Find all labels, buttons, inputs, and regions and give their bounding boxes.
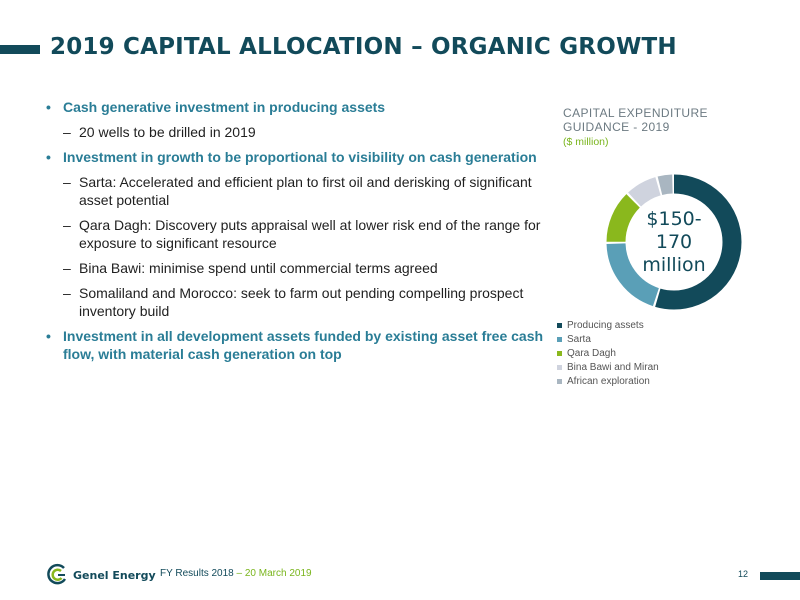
sub-bullet-dash: – (63, 285, 71, 301)
sub-bullet-item (46, 173, 556, 209)
chart-heading (563, 106, 763, 148)
chart-unit: ($ million) (563, 136, 609, 148)
bullet-item (46, 98, 556, 116)
sub-bullet-item (46, 259, 556, 277)
bullet-item (46, 327, 556, 363)
sub-bullet-text: Bina Bawi: minimise spend until commercial terms agreed (79, 260, 438, 276)
sub-bullet-item (46, 284, 556, 320)
legend-swatch (557, 365, 562, 370)
page-title: 2019 CAPITAL ALLOCATION – ORGANIC GROWTH (50, 34, 677, 60)
legend-item (557, 346, 659, 360)
footer-presentation: FY Results 2018 (160, 568, 234, 579)
legend-label: African exploration (567, 375, 650, 387)
legend-swatch (557, 379, 562, 384)
legend-item (557, 374, 659, 388)
chart-title-line-2: GUIDANCE - 2019 (563, 120, 670, 134)
footer-separator: – (233, 568, 245, 579)
bullet-text: Investment in growth to be proportional to visibility on cash generation (63, 149, 537, 165)
legend-label: Sarta (567, 333, 591, 345)
chart-legend (557, 318, 659, 388)
page-accent-bar (760, 572, 800, 580)
legend-label: Qara Dagh (567, 347, 616, 359)
sub-bullet-text: Qara Dagh: Discovery puts appraisal well at lower risk end of the range for exposure to significant resource (79, 217, 541, 251)
sub-bullet-dash: – (63, 217, 71, 233)
center-label-line-2: 170 (655, 231, 693, 253)
center-label-line-1: $150- (646, 208, 702, 230)
bullet-item (46, 148, 556, 166)
legend-swatch (557, 323, 562, 328)
bullet-dot: • (46, 99, 51, 115)
page-number: 12 (738, 569, 749, 579)
bullet-list (46, 98, 556, 370)
sub-bullet-dash: – (63, 124, 71, 140)
chart-title-line-1: CAPITAL EXPENDITURE (563, 106, 708, 120)
legend-label: Producing assets (567, 319, 644, 331)
legend-label: Bina Bawi and Miran (567, 361, 659, 373)
logo-text: Genel Energy (73, 568, 156, 582)
sub-bullet-dash: – (63, 260, 71, 276)
title-accent-bar (0, 45, 40, 54)
bullet-text: Investment in all development assets funded by existing asset free cash flow, with material cash generation on top (63, 328, 544, 362)
footer-date: 20 March 2019 (244, 568, 312, 579)
genel-energy-logo (44, 562, 156, 588)
bullet-text: Cash generative investment in producing assets (63, 99, 386, 115)
legend-swatch (557, 337, 562, 342)
legend-item (557, 360, 659, 374)
sub-bullet-item (46, 123, 556, 141)
legend-item (557, 332, 659, 346)
legend-swatch (557, 351, 562, 356)
sub-bullet-text: Somaliland and Morocco: seek to farm out pending compelling prospect inventory build (79, 285, 524, 319)
bullet-dot: • (46, 149, 51, 165)
logo-mark-icon (44, 562, 70, 588)
donut-center-label (618, 208, 730, 277)
center-label-line-3: million (642, 254, 706, 276)
sub-bullet-item (46, 216, 556, 252)
sub-bullet-text: 20 wells to be drilled in 2019 (79, 124, 256, 140)
bullet-dot: • (46, 328, 51, 344)
legend-item (557, 318, 659, 332)
footer-text (160, 568, 312, 579)
sub-bullet-text: Sarta: Accelerated and efficient plan to first oil and derisking of significant asset potential (79, 174, 532, 208)
sub-bullet-dash: – (63, 174, 71, 190)
